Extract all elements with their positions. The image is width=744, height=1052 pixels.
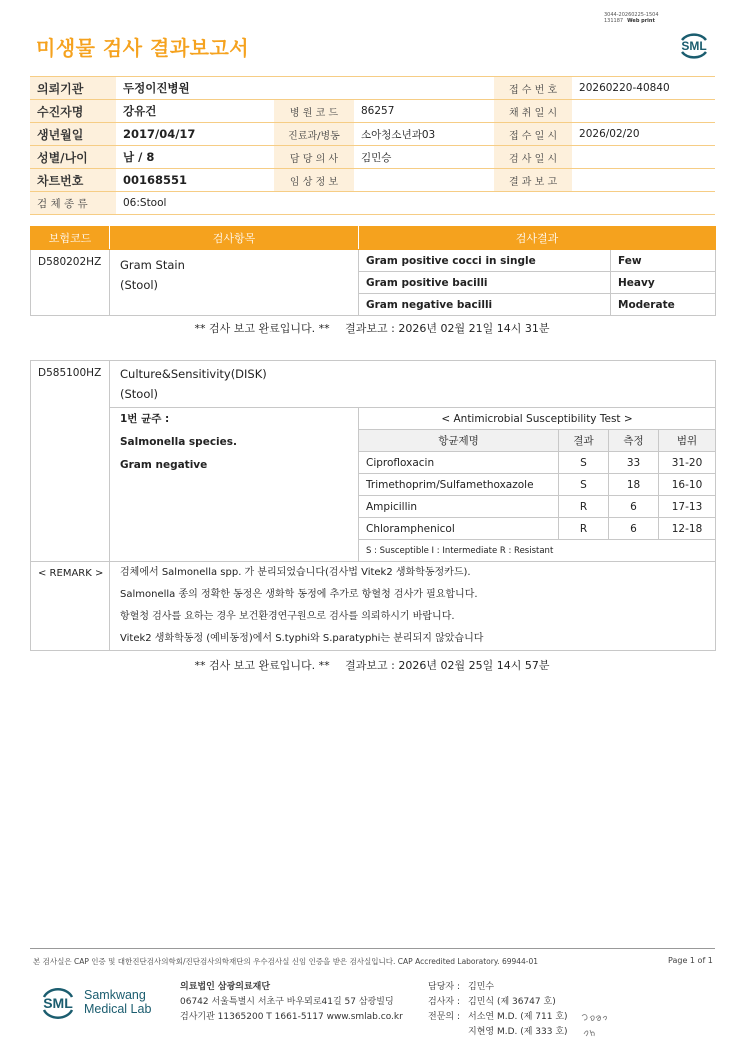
drug-range: 16-10	[659, 474, 716, 496]
staff-row	[428, 980, 568, 995]
remark-line: 항혈청 검사를 요하는 경우 보건환경연구원으로 검사를 의뢰하시기 바랍니다.	[120, 611, 455, 622]
print-code-line2: 131187	[604, 18, 624, 24]
drug-result: R	[559, 496, 609, 518]
drug-result: R	[559, 518, 609, 540]
susceptibility-legend: S : Susceptible I : Intermediate R : Resistant	[359, 540, 716, 562]
report-complete-text: ** 검사 보고 완료입니다. **	[194, 659, 330, 672]
report-title: 미생물 검사 결과보고서	[36, 36, 250, 60]
lab-contact: 검사기관 11365200 T 1661-5117 www.smlab.co.kr	[180, 1012, 403, 1022]
doctor-label: 담 당 의 사	[274, 146, 354, 169]
test-date-value	[572, 146, 715, 169]
test-result-header: 검사결과	[359, 227, 716, 250]
drug-range: 31-20	[659, 452, 716, 474]
dept-label: 진료과/병동	[274, 123, 354, 146]
drug-measure: 33	[609, 452, 659, 474]
staff-name: 김민수	[468, 982, 495, 992]
hospital-code-label: 병 원 코 드	[274, 100, 354, 123]
test-item-header: 검사항목	[110, 227, 359, 250]
sex-age-label: 성별/나이	[30, 146, 116, 169]
drug-measure: 18	[609, 474, 659, 496]
staff-name: 지현영 M.D. (제 333 호)	[468, 1027, 568, 1037]
organism-info	[110, 408, 359, 562]
clinical-value	[354, 169, 494, 192]
ast-title: < Antimicrobial Susceptibility Test >	[359, 408, 716, 430]
chart-no-value: 00168551	[116, 169, 274, 192]
staff-role: 검사자 :	[428, 997, 460, 1007]
culture-item-name: Culture&Sensitivity(DISK)	[120, 367, 267, 381]
gram-stain-code: D580202HZ	[31, 250, 110, 316]
sml-footer-logo-text: SML	[43, 995, 73, 1011]
doctor-value: 김민승	[354, 146, 494, 169]
culture-item	[110, 361, 716, 408]
report-value	[572, 169, 715, 192]
measure-col-header: 측정	[609, 430, 659, 452]
staff-name: 서소연 M.D. (제 711 호)	[468, 1012, 568, 1022]
staff-role: 담당자 :	[428, 982, 460, 992]
specimen-value: 06:Stool	[116, 192, 715, 215]
receipt-no-label: 접 수 번 호	[494, 77, 572, 100]
report-complete-text: ** 검사 보고 완료입니다. **	[194, 322, 330, 335]
insurance-code-header: 보험코드	[31, 227, 110, 250]
result-row-value: Few	[611, 250, 716, 272]
gram-stain-item-specimen: (Stool)	[120, 278, 159, 292]
request-org-label: 의뢰기관	[30, 77, 116, 100]
report-label: 결 과 보 고	[494, 169, 572, 192]
accreditation-note: 본 검사실은 CAP 인증 및 대한진단검사의학회/진단검사의학재단의 우수검사실 신임 인증을 받은 검사실입니다. CAP Accredited Laboratory. 69944-01	[33, 957, 539, 966]
report-time: 결과보고 : 2026년 02월 25일 14시 57분	[345, 659, 550, 672]
receipt-no-value: 20260220-40840	[572, 77, 715, 100]
drug-name: Ampicillin	[359, 496, 559, 518]
sml-logo-icon	[674, 26, 714, 62]
hospital-code-value: 86257	[354, 100, 494, 123]
organism-gram: Gram negative	[120, 459, 208, 471]
dob-value: 2017/04/17	[116, 123, 274, 146]
patient-info-table	[30, 76, 715, 215]
culture-code: D585100HZ	[31, 361, 110, 562]
drug-name: Chloramphenicol	[359, 518, 559, 540]
web-print-label: Web print	[627, 18, 655, 24]
drug-col-header: 항균제명	[359, 430, 559, 452]
culture-table	[30, 360, 716, 651]
drug-range: 12-18	[659, 518, 716, 540]
collect-date-label: 채 취 일 시	[494, 100, 572, 123]
lab-street-address: 06742 서울특별시 서초구 바우뫼로41길 57 삼광빌딩	[180, 997, 394, 1007]
drug-measure: 6	[609, 496, 659, 518]
sex-age-value: 남 / 8	[116, 146, 274, 169]
result-col-header: 결과	[559, 430, 609, 452]
staff-role: 전문의 :	[428, 1012, 460, 1022]
collect-date-value	[572, 100, 715, 123]
staff-name: 김민식 (제 36747 호)	[468, 997, 556, 1007]
receipt-date-label: 접 수 일 시	[494, 123, 572, 146]
brand-line1: Samkwang	[84, 988, 146, 1002]
staff-row	[428, 1010, 568, 1025]
gram-stain-item	[110, 250, 359, 316]
lab-org-name: 의료법인 삼광의료재단	[180, 982, 271, 992]
patient-value: 강유건	[116, 100, 274, 123]
result-row-name: Gram positive cocci in single	[359, 250, 611, 272]
request-org-value: 두정이진병원	[116, 77, 494, 100]
receipt-date-value: 2026/02/20	[572, 123, 715, 146]
brand-name	[84, 988, 151, 1016]
specimen-label: 검 체 종 류	[30, 192, 116, 215]
remark-line: 검체에서 Salmonella spp. 가 분리되었습니다(검사법 Vitek2 생화학동정카드).	[120, 567, 471, 578]
drug-range: 17-13	[659, 496, 716, 518]
sml-footer-logo-icon	[36, 980, 80, 1024]
result-row-value: Moderate	[611, 294, 716, 316]
signature-icon	[578, 1008, 612, 1042]
drug-measure: 6	[609, 518, 659, 540]
report-complete-2	[0, 657, 744, 673]
culture-item-specimen: (Stool)	[120, 387, 159, 401]
remark-line: Vitek2 생화학동정 (예비동정)에서 S.typhi와 S.paratyphi는 분리되지 않았습니다	[120, 633, 484, 644]
gram-stain-item-name: Gram Stain	[120, 258, 185, 272]
sml-logo-text: SML	[681, 39, 707, 53]
report-time: 결과보고 : 2026년 02월 21일 14시 31분	[345, 322, 550, 335]
drug-name: Ciprofloxacin	[359, 452, 559, 474]
report-complete-1	[0, 320, 744, 336]
drug-name: Trimethoprim/Sulfamethoxazole	[359, 474, 559, 496]
remark-label: < REMARK >	[31, 562, 110, 651]
print-code-line1: 3044-20260225-1504	[604, 12, 659, 18]
range-col-header: 범위	[659, 430, 716, 452]
remark-text	[110, 562, 716, 651]
test-date-label: 검 사 일 시	[494, 146, 572, 169]
dept-value: 소아청소년과03	[354, 123, 494, 146]
staff-row	[428, 1025, 568, 1040]
result-row-name: Gram negative bacilli	[359, 294, 611, 316]
print-code	[604, 12, 659, 24]
clinical-label: 임 상 정 보	[274, 169, 354, 192]
staff-row	[428, 995, 568, 1010]
gram-stain-table	[30, 226, 716, 316]
result-row-value: Heavy	[611, 272, 716, 294]
remark-line: Salmonella 종의 정확한 동정은 생화학 동정에 추가로 항혈청 검사가 필요합니다.	[120, 589, 478, 600]
dob-label: 생년월일	[30, 123, 116, 146]
result-row-name: Gram positive bacilli	[359, 272, 611, 294]
chart-no-label: 차트번호	[30, 169, 116, 192]
footer-divider	[30, 948, 715, 949]
organism-name: Salmonella species.	[120, 436, 238, 448]
patient-label: 수진자명	[30, 100, 116, 123]
drug-result: S	[559, 452, 609, 474]
staff-list	[428, 980, 568, 1040]
page-number: Page 1 of 1	[668, 956, 713, 965]
lab-address	[180, 980, 403, 1025]
drug-result: S	[559, 474, 609, 496]
organism-number: 1번 균주 :	[120, 413, 170, 425]
brand-line2: Medical Lab	[84, 1002, 152, 1016]
